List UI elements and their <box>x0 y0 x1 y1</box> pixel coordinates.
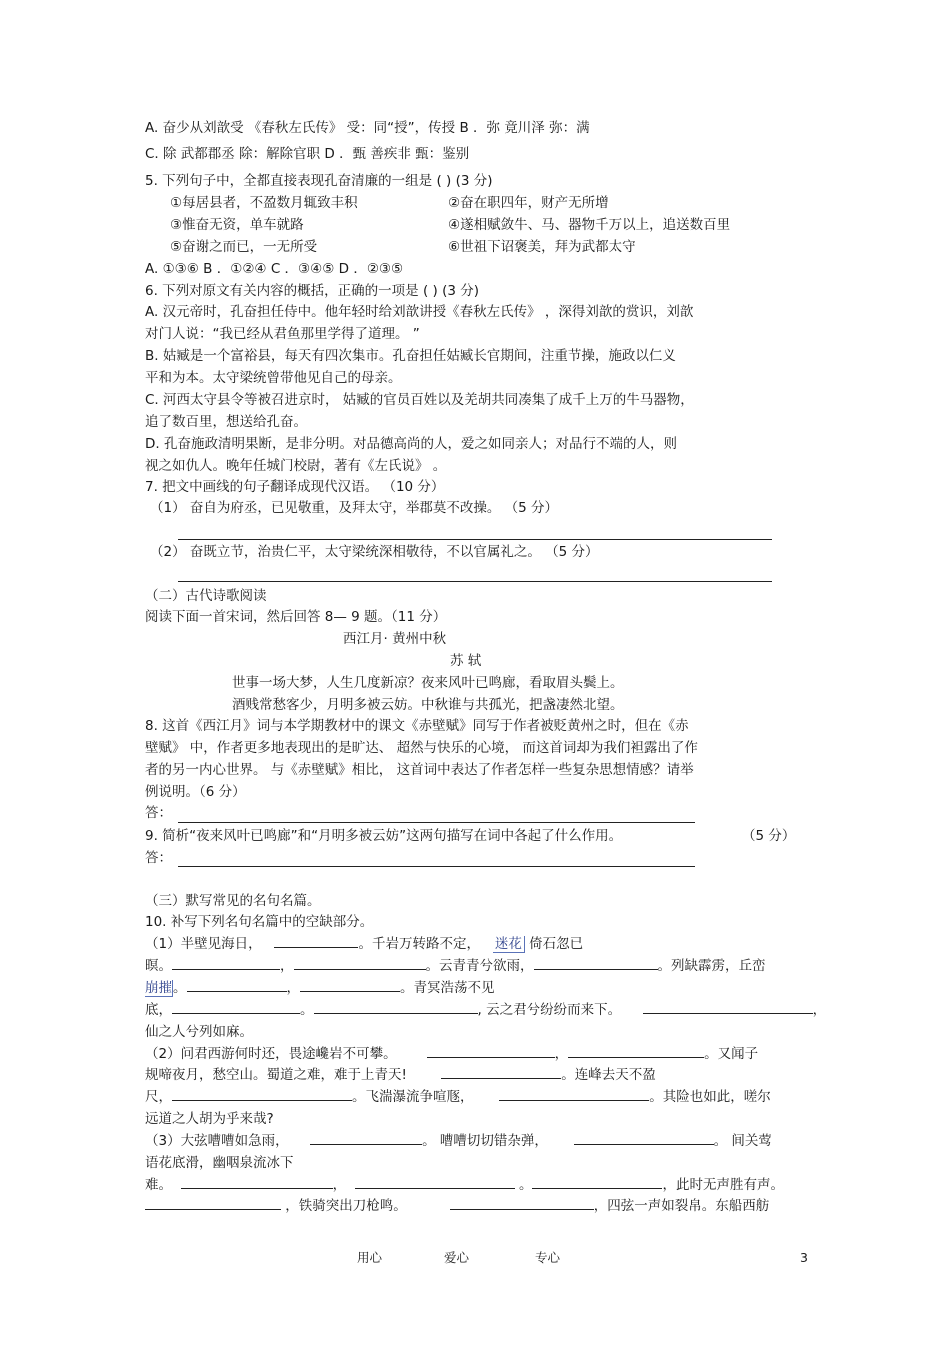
q7-stem: 7. 把文中画线的句子翻译成现代汉语。 （10 分） <box>145 479 445 495</box>
poem-line: 酒贱常愁客少，月明多被云妨。中秋谁与共孤光，把盏凄然北望。 <box>232 697 624 713</box>
poem-author: 苏 轼 <box>450 653 482 669</box>
q7-sentence-1: （1） 奋自为府丞，已见敬重，及拜太守，举郡莫不改操。 （5 分） <box>150 500 559 516</box>
q8-line: 例说明。（6 分） <box>145 784 246 800</box>
q5-item: ②奋在职四年，财产无所增 <box>448 195 609 211</box>
recite-line: 尺， 。飞湍瀑流争喧豗， 。其险也如此，嗟尔 <box>145 1089 771 1105</box>
blank[interactable] <box>274 947 358 948</box>
blank[interactable] <box>534 969 658 970</box>
q6-line: 平和为本。太守梁统曾带他见自己的母亲。 <box>145 370 402 386</box>
page-number: 3 <box>800 1250 808 1265</box>
q4-option-cd: C. 除 武都郡丞 除：解除官职 D ．甄 善疾非 甄：鉴别 <box>145 146 470 162</box>
recite-line: 底， 。 , 云之君兮纷纷而来下。 ， <box>145 1002 827 1018</box>
blank[interactable] <box>172 1013 300 1014</box>
footer-word: 爱心 <box>444 1250 470 1265</box>
q7-answer-line-1[interactable] <box>178 539 772 540</box>
blank[interactable] <box>314 1013 478 1014</box>
footer-word: 专心 <box>535 1250 561 1265</box>
q9-answer-label: 答： <box>145 850 172 866</box>
recite-line: （1）半壁见海日， 。千岩万转路不定， 迷花 倚石忽已 <box>145 936 584 952</box>
q6-line: 对门人说：“我已经从君鱼那里学得了道理。 ” <box>145 326 420 342</box>
blank[interactable] <box>172 1100 352 1101</box>
section-title-recite: （三）默写常见的名句名篇。 <box>145 893 321 909</box>
q8-line: 8. 这首《西江月》词与本学期教材中的课文《赤壁赋》同写于作者被贬黄州之时，但在《赤 <box>145 718 689 734</box>
q8-line: 者的另一内心世界。 与《赤壁赋》相比， 这首词中表达了作者怎样一些复杂思想情感？请举 <box>145 762 694 778</box>
recite-line: 仙之人兮列如麻。 <box>145 1024 253 1040</box>
blank[interactable] <box>181 1188 333 1189</box>
q5-item: ③惟奋无资，单车就路 <box>170 217 304 233</box>
recite-line: 难。 ， 。 ，此时无声胜有声。 <box>145 1177 784 1193</box>
q4-option-ab: A. 奋少从刘歆受 《春秋左氏传》 受：同“授”，传授 B ．弥 竟川泽 弥：满 <box>145 120 590 136</box>
q6-line: 追了数百里，想送给孔奋。 <box>145 414 307 430</box>
poem-title: 西江月· 黄州中秋 <box>343 631 447 647</box>
q5-item: ①每居县者，不盈数月辄致丰积 <box>170 195 358 211</box>
recite-line: 暝。 ， 。云青青兮欲雨， 。列缺霹雳，丘峦 <box>145 958 766 974</box>
recite-line: 崩摧。 ， 。青冥浩荡不见 <box>145 980 495 996</box>
q9-score: （5 分） <box>742 828 796 844</box>
q5-stem: 5. 下列句子中，全都直接表现孔奋清廉的一组是 ( ) (3 分) <box>145 173 493 189</box>
q5-options: A. ①③⑥ B ．①②④ C ．③④⑤ D ．②③⑤ <box>145 261 404 277</box>
q8-answer-label: 答： <box>145 805 172 821</box>
q6-line: 视之如仇人。晚年任城门校尉，著有《左氏说》 。 <box>145 458 447 474</box>
recite-line: 规啼夜月，愁空山。蜀道之难，难于上青天! 。连峰去天不盈 <box>145 1067 656 1083</box>
q8-line: 壁赋》 中，作者更多地表现出的是旷达、 超然与快乐的心境， 而这首词却为我们袒露出了作 <box>145 740 698 756</box>
blank[interactable] <box>499 1100 649 1101</box>
blank[interactable] <box>574 1144 714 1145</box>
q6-line: C. 河西太守县令等被召进京时， 姑臧的官员百姓以及羌胡共同凑集了成千上万的牛马器物， <box>145 392 694 408</box>
q9-answer-line[interactable] <box>178 866 695 867</box>
q6-line: B. 姑臧是一个富裕县，每天有四次集市。孔奋担任姑臧长官期间，注重节操，施政以仁义 <box>145 348 676 364</box>
blank[interactable] <box>441 1078 561 1079</box>
q6-line: D. 孔奋施政清明果断，是非分明。对品德高尚的人，爱之如同亲人；对品行不端的人，则 <box>145 436 677 452</box>
poem-line: 世事一场大梦，人生几度新凉？夜来风叶已鸣廊，看取眉头鬓上。 <box>232 675 624 691</box>
q6-stem: 6. 下列对原文有关内容的概括，正确的一项是 ( ) (3 分) <box>145 283 479 299</box>
blank[interactable] <box>427 1057 555 1058</box>
footer-word: 用心 <box>357 1250 383 1265</box>
recite-line: ，铁骑突出刀枪鸣。 ，四弦一声如裂帛。东船西舫 <box>145 1197 769 1215</box>
blank[interactable] <box>294 969 426 970</box>
underlined-word: 崩摧 <box>145 980 172 996</box>
q5-item: ⑤奋谢之而已，一无所受 <box>170 239 318 255</box>
q7-answer-line-2[interactable] <box>178 581 772 582</box>
blank[interactable] <box>187 991 287 992</box>
recite-line: （3）大弦嘈嘈如急雨， 。 嘈嘈切切错杂弹， 。 间关莺 <box>145 1133 772 1149</box>
recite-line: （2）问君西游何时还，畏途巉岩不可攀。 ， 。又闻子 <box>145 1046 759 1062</box>
blank[interactable] <box>450 1209 594 1210</box>
blank[interactable] <box>643 1013 813 1014</box>
recite-line: 远道之人胡为乎来哉? <box>145 1111 274 1127</box>
q10-stem: 10. 补写下列名句名篇中的空缺部分。 <box>145 914 374 930</box>
blank[interactable] <box>300 991 400 992</box>
q5-item: ⑥世祖下诏褒美，拜为武都太守 <box>448 239 636 255</box>
blank[interactable] <box>172 969 280 970</box>
q8-answer-line[interactable] <box>178 822 695 823</box>
q7-sentence-2: （2） 奋既立节，治贵仁平，太守梁统深相敬待，不以官属礼之。 （5 分） <box>150 544 599 560</box>
q5-item: ④遂相赋敛牛、马、器物千万以上，追送数百里 <box>448 217 731 233</box>
blank[interactable] <box>568 1057 704 1058</box>
section-title-poetry: （二）古代诗歌阅读 <box>145 588 267 604</box>
q9-stem: 9. 简析“夜来风叶已鸣廊”和“月明多被云妨”这两句描写在词中各起了什么作用。 <box>145 828 623 844</box>
underlined-word: 迷花 <box>493 936 525 953</box>
blank[interactable] <box>145 1209 281 1210</box>
blank[interactable] <box>355 1188 515 1189</box>
recite-line: 语花底滑，幽咽泉流冰下 <box>145 1155 294 1171</box>
q6-line: A. 汉元帝时，孔奋担任侍中。他年轻时给刘歆讲授《春秋左氏传》 ，深得刘歆的赏识，刘歆 <box>145 304 694 320</box>
blank[interactable] <box>532 1188 662 1189</box>
blank[interactable] <box>310 1144 422 1145</box>
poetry-intro: 阅读下面一首宋词，然后回答 8— 9 题。（11 分） <box>145 609 447 625</box>
